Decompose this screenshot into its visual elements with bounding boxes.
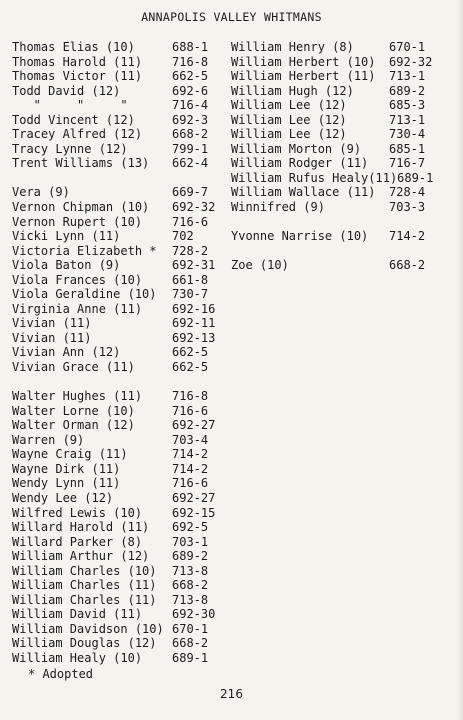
index-entry	[231, 69, 461, 84]
entry-name: Tracy Lynne (12)	[12, 141, 128, 156]
entry-reference: 670-1	[172, 621, 209, 636]
index-entry	[12, 142, 226, 157]
entry-reference: 692-31	[172, 258, 216, 273]
entry-name: Thomas Elias (10)	[12, 40, 135, 54]
index-entry	[12, 185, 226, 200]
entry-name: Winnifred (9)	[231, 200, 325, 215]
index-entry	[12, 535, 226, 550]
entry-name: Virginia Anne (11)	[12, 301, 143, 316]
entry-name: William Lee (12)	[231, 127, 347, 142]
right-column	[231, 40, 461, 273]
index-entry	[231, 84, 461, 99]
entry-reference: 714-2	[172, 447, 209, 462]
footnote: * Adopted	[28, 667, 94, 681]
index-entry	[231, 142, 461, 157]
entry-reference: 713-1	[389, 112, 426, 127]
entry-name: Vernon Chipman (10)	[12, 200, 150, 215]
entry-name: Warren (9)	[12, 432, 85, 447]
entry-reference: 685-3	[389, 98, 426, 113]
left-column	[12, 40, 226, 666]
entry-name: Yvonne Narrise (10)	[231, 229, 369, 244]
entry-name: William Davidson (10)	[12, 621, 164, 636]
entry-name: William Douglas (12)	[12, 636, 157, 651]
index-entry	[231, 127, 461, 142]
entry-reference: 799-1	[172, 141, 209, 156]
index-entry	[12, 607, 226, 622]
entry-reference: 716-7	[389, 156, 426, 171]
entry-name: Wilfred Lewis (10)	[12, 505, 143, 520]
entry-name: William Charles (11)	[12, 578, 157, 593]
page-edge-shadow	[457, 0, 463, 720]
entry-name: William Morton (9)	[231, 141, 362, 156]
entry-reference: 692-27	[172, 418, 216, 433]
index-entry	[12, 491, 226, 506]
section-gap	[12, 171, 226, 186]
entry-reference: 702	[172, 229, 194, 244]
index-entry	[12, 40, 226, 55]
entry-name: William Charles (10)	[12, 563, 157, 578]
entry-name: Vivian Grace (11)	[12, 360, 135, 375]
entry-reference: 692-27	[172, 490, 216, 505]
entry-name: William Herbert (11)	[231, 69, 376, 84]
entry-reference: 668-2	[172, 578, 209, 593]
index-entry	[12, 564, 226, 579]
index-entry	[12, 69, 226, 84]
entry-name: Walter Hughes (11)	[12, 389, 143, 404]
entry-reference: 703-1	[172, 534, 209, 549]
entry-reference: 668-2	[172, 127, 209, 142]
index-entry	[12, 244, 226, 259]
entry-reference: 692-6	[172, 83, 209, 98]
entry-name: Vicki Lynn (11)	[12, 229, 121, 244]
index-entry	[231, 229, 461, 244]
index-entry	[12, 98, 226, 113]
entry-reference: 703-3	[389, 200, 426, 215]
entry-reference: 692-32	[389, 54, 433, 69]
entry-name: William Henry (8)	[231, 40, 354, 54]
entry-reference: 685-1	[389, 141, 426, 156]
section-gap	[231, 244, 461, 259]
entry-reference: 689-2	[172, 549, 209, 564]
index-entry	[12, 506, 226, 521]
index-entry	[231, 258, 461, 273]
entry-name: Todd David (12)	[12, 83, 121, 98]
index-entry	[12, 331, 226, 346]
index-entry	[12, 273, 226, 288]
entry-reference: 692-30	[172, 607, 216, 622]
entry-reference: 689-1	[172, 650, 209, 665]
entry-reference: 689-2	[389, 83, 426, 98]
index-entry	[12, 476, 226, 491]
entry-reference: 713-1	[389, 69, 426, 84]
entry-reference: 728-4	[389, 185, 426, 200]
entry-name: Wayne Dirk (11)	[12, 461, 121, 476]
entry-name: William Hugh (12)	[231, 83, 354, 98]
index-entry	[12, 55, 226, 70]
index-entry	[231, 200, 461, 215]
entry-name: William Lee (12)	[231, 98, 347, 113]
entry-reference: 670-1	[389, 40, 426, 54]
page-number: 216	[220, 687, 243, 701]
section-gap	[12, 375, 226, 390]
entry-name: William Herbert (10)	[231, 54, 376, 69]
section-gap	[231, 215, 461, 230]
entry-reference: 692-3	[172, 112, 209, 127]
index-entry	[231, 185, 461, 200]
entry-reference: 692-11	[172, 316, 216, 331]
entry-reference: 692-16	[172, 301, 216, 316]
index-entry	[231, 55, 461, 70]
entry-name: Vivian Ann (12)	[12, 345, 121, 360]
entry-name: William Rodger (11)	[231, 156, 369, 171]
entry-name: Walter Orman (12)	[12, 418, 135, 433]
entry-name: William Wallace (11)	[231, 185, 376, 200]
index-entry	[12, 113, 226, 128]
index-entry	[231, 156, 461, 171]
entry-reference: 713-8	[172, 592, 209, 607]
index-entry	[12, 447, 226, 462]
entry-reference: 688-1	[172, 40, 209, 54]
entry-name: Vivian (11)	[12, 330, 92, 345]
entry-reference: 716-4	[172, 98, 209, 113]
entry-reference: 661-8	[172, 272, 209, 287]
entry-name: Wayne Craig (11)	[12, 447, 128, 462]
entry-name: Viola Geraldine (10)	[12, 287, 157, 302]
entry-name: Thomas Victor (11)	[12, 69, 143, 84]
entry-reference: 730-7	[172, 287, 209, 302]
entry-reference: 716-6	[172, 214, 209, 229]
entry-name: Viola Frances (10)	[12, 272, 143, 287]
index-entry	[12, 84, 226, 99]
entry-name: Willard Harold (11)	[12, 520, 150, 535]
page-title: ANNAPOLIS VALLEY WHITMANS	[141, 10, 322, 24]
entry-name: Vivian (11)	[12, 316, 92, 331]
entry-name: Wendy Lee (12)	[12, 490, 114, 505]
entry-reference: 662-4	[172, 156, 209, 171]
entry-reference: 668-2	[172, 636, 209, 651]
index-entry	[231, 40, 461, 55]
index-entry	[12, 578, 226, 593]
entry-reference: 692-15	[172, 505, 216, 520]
entry-reference: 714-2	[172, 461, 209, 476]
entry-name: Thomas Harold (11)	[12, 54, 143, 69]
entry-reference: 662-5	[172, 69, 209, 84]
entry-name: William Arthur (12)	[12, 549, 150, 564]
index-entry	[231, 171, 461, 186]
entry-name: " " "	[12, 98, 128, 113]
entry-name: Willard Parker (8)	[12, 534, 143, 549]
index-entry	[12, 360, 226, 375]
entry-reference: 668-2	[389, 258, 426, 273]
entry-name: Tracey Alfred (12)	[12, 127, 143, 142]
entry-name: Victoria Elizabeth *	[12, 243, 157, 258]
entry-name: Vernon Rupert (10)	[12, 214, 143, 229]
entry-name: Todd Vincent (12)	[12, 112, 135, 127]
entry-reference: 716-6	[172, 403, 209, 418]
index-entry	[12, 316, 226, 331]
entry-reference: 716-6	[172, 476, 209, 491]
entry-reference: 714-2	[389, 229, 426, 244]
index-entry	[12, 404, 226, 419]
index-entry	[12, 215, 226, 230]
index-entry	[12, 127, 226, 142]
index-entry	[12, 258, 226, 273]
entry-reference: 662-5	[172, 360, 209, 375]
index-entry	[12, 418, 226, 433]
entry-name: William Rufus Healy(11)689-1	[231, 170, 434, 185]
index-entry	[12, 622, 226, 637]
index-entry	[12, 549, 226, 564]
index-entry	[12, 651, 226, 666]
index-entry	[12, 302, 226, 317]
index-entry	[12, 156, 226, 171]
index-entry	[231, 98, 461, 113]
index-entry	[12, 520, 226, 535]
index-entry	[12, 636, 226, 651]
index-entry	[12, 389, 226, 404]
entry-reference: 692-5	[172, 520, 209, 535]
index-entry	[12, 593, 226, 608]
entry-reference: 716-8	[172, 54, 209, 69]
entry-name: Viola Baton (9)	[12, 258, 121, 273]
entry-reference: 713-8	[172, 563, 209, 578]
entry-reference: 692-32	[172, 200, 216, 215]
entry-name: Walter Lorne (10)	[12, 403, 135, 418]
index-entry	[12, 462, 226, 477]
entry-reference: 662-5	[172, 345, 209, 360]
index-entry	[12, 345, 226, 360]
entry-name: Zoe (10)	[231, 258, 289, 273]
index-entry	[12, 200, 226, 215]
index-entry	[231, 113, 461, 128]
entry-reference: 669-7	[172, 185, 209, 200]
entry-name: Wendy Lynn (11)	[12, 476, 121, 491]
entry-reference: 692-13	[172, 330, 216, 345]
index-entry	[12, 287, 226, 302]
entry-name: Trent Williams (13)	[12, 156, 150, 171]
index-entry	[12, 229, 226, 244]
entry-name: Vera (9)	[12, 185, 70, 200]
entry-reference: 728-2	[172, 243, 209, 258]
entry-reference: 703-4	[172, 432, 209, 447]
entry-name: William Charles (11)	[12, 592, 157, 607]
entry-name: William Lee (12)	[231, 112, 347, 127]
entry-reference: 716-8	[172, 389, 209, 404]
entry-name: William Healy (10)	[12, 650, 143, 665]
index-entry	[12, 433, 226, 448]
entry-reference: 730-4	[389, 127, 426, 142]
entry-name: William David (11)	[12, 607, 143, 622]
